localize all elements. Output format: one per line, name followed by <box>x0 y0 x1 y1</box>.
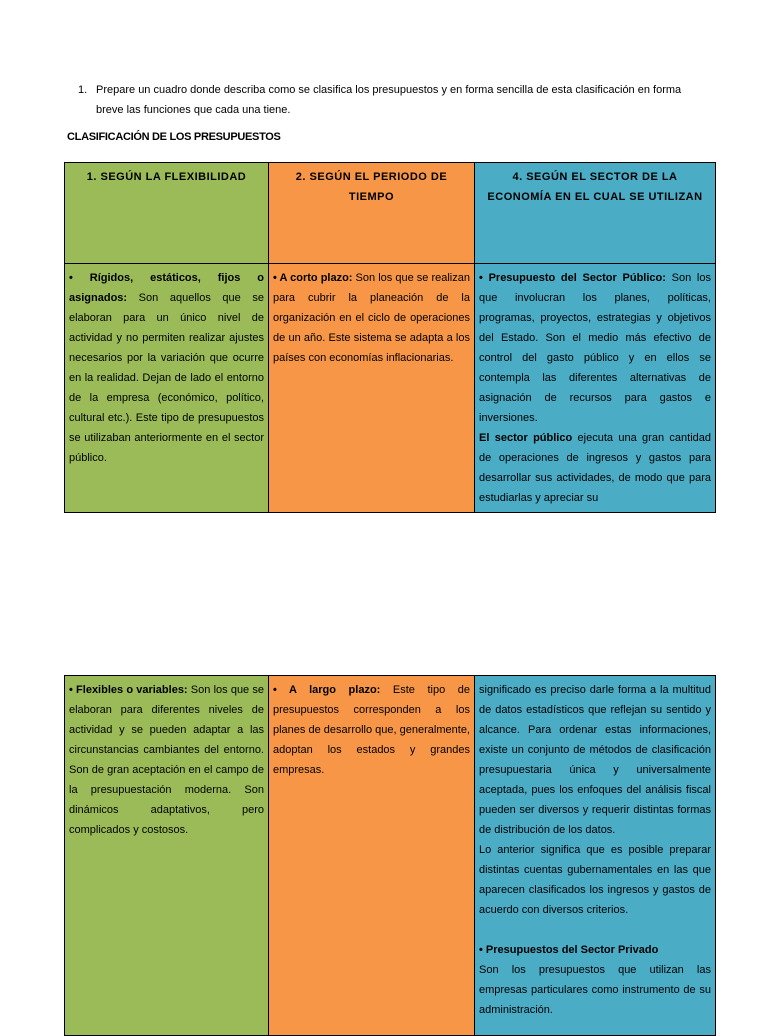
header-economic-sector: 4. SEGÚN EL SECTOR DE LA ECONOMÍA EN EL CUAL SE UTILIZAN <box>475 163 716 264</box>
header-row <box>65 163 716 264</box>
term-short-term: • A corto plazo: <box>273 272 353 284</box>
list-number: 1. <box>78 84 88 96</box>
term-long-term: • A largo plazo: <box>273 684 381 696</box>
content-row <box>65 264 716 513</box>
header-flexibility: 1. SEGÚN LA FLEXIBILIDAD <box>65 163 269 264</box>
classification-table-part-2 <box>64 675 716 1036</box>
desc-short-term: Son los que se realizan para cubrir la planeación de la organización en el ciclo de operaciones de un año. Este sistema se adapta a los países con economías inflacionarias. <box>273 272 470 364</box>
desc-flexible: Son los que se elaboran para diferentes niveles de actividad y se pueden adaptar a las circunstancias cambiantes del entorno. Son de gran aceptación en el campo de la presupuestación moderna. Son dinámicos adaptativos, pero complicados y costosos. <box>69 684 264 836</box>
cell-rigid-budgets <box>65 264 269 513</box>
instruction-item <box>78 80 698 120</box>
section-title: CLASIFICACIÓN DE LOS PRESUPUESTOS <box>67 131 281 143</box>
desc-long-term: Este tipo de presupuestos corresponden a los planes de desarrollo que, generalmente, adoptan los estados y grandes empresas. <box>273 684 470 776</box>
cell-public-sector <box>475 264 716 513</box>
cell-sector-continued <box>475 676 716 1036</box>
desc-government-accounts: Lo anterior significa que es posible preparar distintas cuentas gubernamentales en las que aparecen clasificados los ingresos y gastos de acuerdo con diversos criterios. <box>479 844 711 916</box>
desc-private-sector: Son los presupuestos que utilizan las empresas particulares como instrumento de su administración. <box>479 964 711 1016</box>
instruction-text: Prepare un cuadro donde describa como se clasifica los presupuestos y en forma sencilla de esta clasificación en forma breve las funciones que cada una tiene. <box>96 84 682 116</box>
term-public-sector: • Presupuesto del Sector Público: <box>479 272 666 284</box>
classification-table-part-1 <box>64 162 716 513</box>
cell-long-term <box>269 676 475 1036</box>
desc-continued: significado es preciso darle forma a la multitud de datos estadísticos que reflejan su sentido y alcance. Para ordenar estas informaciones, existe un conjunto de métodos de clasificación presupuestaria única y universalmente aceptada, pues los enfoques del análisis fiscal pueden ser diversos y requerir distintas formas de distribución de los datos. <box>479 684 711 836</box>
content-row-2 <box>65 676 716 1036</box>
header-time-period: 2. SEGÚN EL PERIODO DE TIEMPO <box>269 163 475 264</box>
desc-public-sector: Son los que involucran los planes, políticas, programas, proyectos, estrategias y objetivos del Estado. Son el medio más efectivo de control del gasto público y en ellos se contempla las diferentes alternativas de asignación de recursos para gastos e inversiones. <box>479 272 711 424</box>
cell-short-term <box>269 264 475 513</box>
desc-rigid: Son aquellos que se elaboran para un único nivel de actividad y no permiten realizar ajustes necesarios por la variación que ocurre en la realidad. Dejan de lado el entorno de la empresa (económico, político, cultural etc.). Este tipo de presupuestos se utilizaban anteriormente en el sector público. <box>69 292 264 464</box>
term-flexible: • Flexibles o variables: <box>69 684 188 696</box>
term-el-sector-publico: El sector público <box>479 432 573 444</box>
desc-el-sector-publico: ejecuta una gran cantidad de operaciones de ingresos y gastos para desarrollar sus actividades, de modo que para estudiarlas y apreciar su <box>479 432 711 504</box>
cell-flexible-budgets <box>65 676 269 1036</box>
term-private-sector: • Presupuestos del Sector Privado <box>479 944 659 956</box>
term-rigid: • Rígidos, estáticos, fijos o asignados: <box>69 272 264 304</box>
